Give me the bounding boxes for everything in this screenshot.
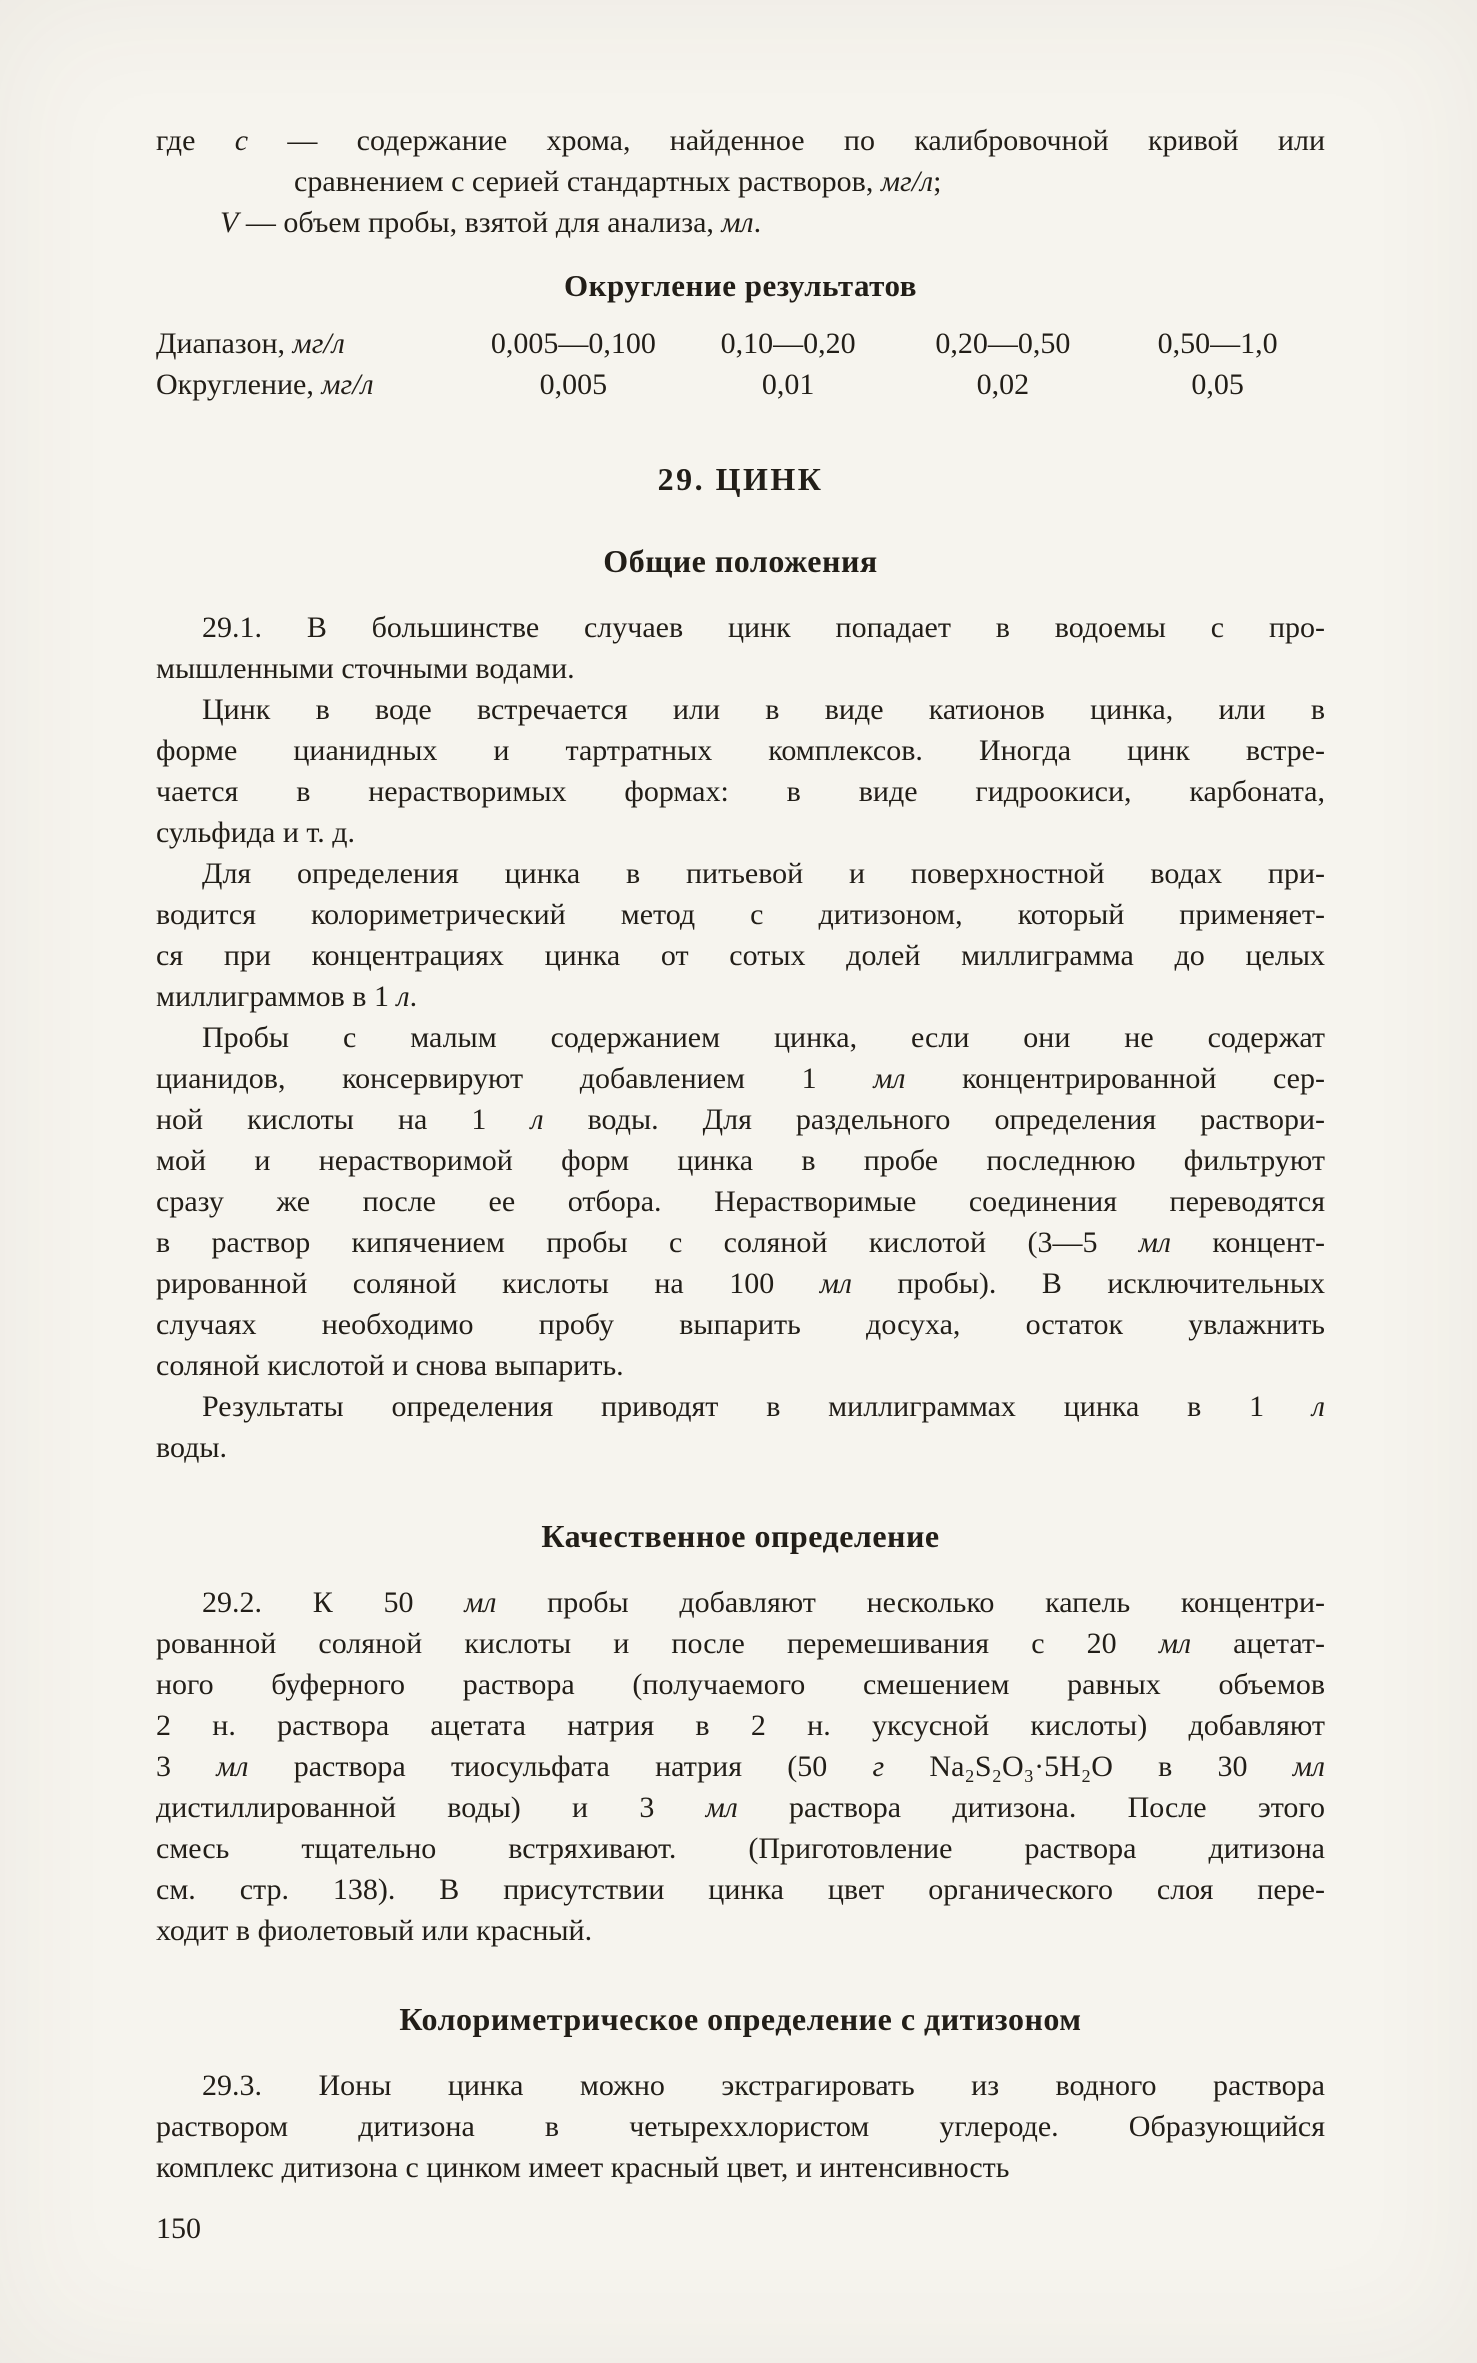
text-line: дистиллированной воды) и 3 мл раствора дитизона. После этого: [156, 1791, 1325, 1824]
text-line: соляной кислотой и снова выпарить.: [156, 1349, 624, 1382]
text-line: 29.1. В большинстве случаев цинк попадает в водоемы с про-: [202, 611, 1325, 644]
page-number: 150: [156, 2212, 201, 2245]
text-line: 29.3. Ионы цинка можно экстрагировать из водного раствора: [202, 2069, 1325, 2102]
text-line: в раствор кипячением пробы с соляной кислотой (3—5 мл концент-: [156, 1226, 1325, 1259]
definition-v-line: V — объем пробы, взятой для анализа, мл.: [220, 206, 762, 239]
text-line: Цинк в воде встречается или в виде катионов цинка, или в: [202, 693, 1325, 726]
text-line: ся при концентрациях цинка от сотых долей миллиграмма до целых: [156, 939, 1325, 972]
text-line: ной кислоты на 1 л воды. Для раздельного определения раствори-: [156, 1103, 1325, 1136]
range-cell: 0,005—0,100: [490, 327, 656, 360]
text-line: чается в нерастворимых формах: в виде гидроокиси, карбоната,: [156, 775, 1325, 808]
text-line: раствором дитизона в четыреххлористом углероде. Образующийся: [156, 2110, 1325, 2143]
text-line: ходит в фиолетовый или красный.: [156, 1914, 593, 1947]
text-line: смесь тщательно встряхивают. (Приготовление раствора дитизона: [156, 1832, 1325, 1865]
chapter-title: 29. ЦИНК: [657, 461, 824, 497]
paragraph: [156, 1386, 1325, 1468]
definition-c-line-2: сравнением с серией стандартных растворов, мг/л;: [294, 165, 942, 198]
text-line: цианидов, консервируют добавлением 1 мл концентрированной сер-: [156, 1062, 1325, 1095]
table-row-range: [156, 323, 1325, 364]
text-line: 3 мл раствора тиосульфата натрия (50 г Na₂S₂O₃·5H₂O в 30 мл: [156, 1750, 1326, 1783]
section-colorimetric: [156, 2065, 1325, 2188]
rounding-cell: 0,005: [539, 368, 608, 401]
text-line: 29.2. К 50 мл пробы добавляют несколько капель концентри-: [202, 1586, 1325, 1619]
text-line: мой и нерастворимой форм цинка в пробе последнюю фильтруют: [156, 1144, 1325, 1177]
section-general-provisions: [156, 607, 1325, 1468]
rounding-cell: 0,05: [1191, 368, 1244, 401]
paragraph-29-1: [156, 607, 1325, 689]
text-line: сразу же после ее отбора. Нерастворимые соединения переводятся: [156, 1185, 1325, 1218]
rounding-table: [156, 323, 1325, 405]
section-qualitative: [156, 1582, 1325, 1951]
paragraph: [156, 689, 1325, 853]
text-line: миллиграммов в 1 л.: [156, 980, 418, 1013]
variable-definitions: [156, 120, 1325, 243]
text-line: сульфида и т. д.: [156, 816, 355, 849]
text-line: водится колориметрический метод с дитизоном, который применяет-: [156, 898, 1325, 931]
range-cell: 0,10—0,20: [720, 327, 856, 360]
table-row-rounding: [156, 364, 1325, 405]
text-line: Для определения цинка в питьевой и поверхностной водах при-: [202, 857, 1325, 890]
text-line: см. стр. 138). В присутствии цинка цвет органического слоя пере-: [156, 1873, 1325, 1906]
definition-c-line-1: где с — содержание хрома, найденное по калибровочной кривой или: [156, 124, 1325, 157]
text-line: форме цианидных и тартратных комплексов. Иногда цинк встре-: [156, 734, 1325, 767]
text-line: рированной соляной кислоты на 100 мл пробы). В исключительных: [156, 1267, 1325, 1300]
text-line: комплекс дитизона с цинком имеет красный цвет, и интенсивность: [156, 2151, 1010, 2184]
text-line: Пробы с малым содержанием цинка, если они не содержат: [202, 1021, 1325, 1054]
paragraph-29-2: [156, 1582, 1325, 1951]
rounding-table-title: Округление результатов: [564, 268, 917, 303]
rounding-cell: 0,01: [761, 368, 815, 401]
text-line: мышленными сточными водами.: [156, 652, 575, 685]
text-line: рованной соляной кислоты и после перемешивания с 20 мл ацетат-: [156, 1627, 1325, 1660]
section-title-general: Общие положения: [603, 543, 878, 579]
row-label-rounding: Округление, мг/л: [156, 368, 374, 401]
text-line: 2 н. раствора ацетата натрия в 2 н. уксусной кислоты) добавляют: [156, 1709, 1325, 1742]
text-line: Результаты определения приводят в миллиграммах цинка в 1 л: [202, 1390, 1325, 1423]
range-cell: 0,50—1,0: [1157, 327, 1278, 360]
text-line: случаях необходимо пробу выпарить досуха, остаток увлажнить: [156, 1308, 1325, 1341]
paragraph: [156, 1017, 1325, 1386]
paragraph: [156, 853, 1325, 1017]
paragraph-29-3: [156, 2065, 1325, 2188]
row-label-range: Диапазон, мг/л: [156, 327, 345, 360]
range-cell: 0,20—0,50: [935, 327, 1071, 360]
section-title-qualitative: Качественное определение: [541, 1518, 940, 1554]
text-line: ного буферного раствора (получаемого смешением равных объемов: [156, 1668, 1325, 1701]
section-title-colorimetric: Колориметрическое определение с дитизоном: [399, 2001, 1082, 2037]
text-line: воды.: [156, 1431, 228, 1464]
rounding-cell: 0,02: [976, 368, 1030, 401]
